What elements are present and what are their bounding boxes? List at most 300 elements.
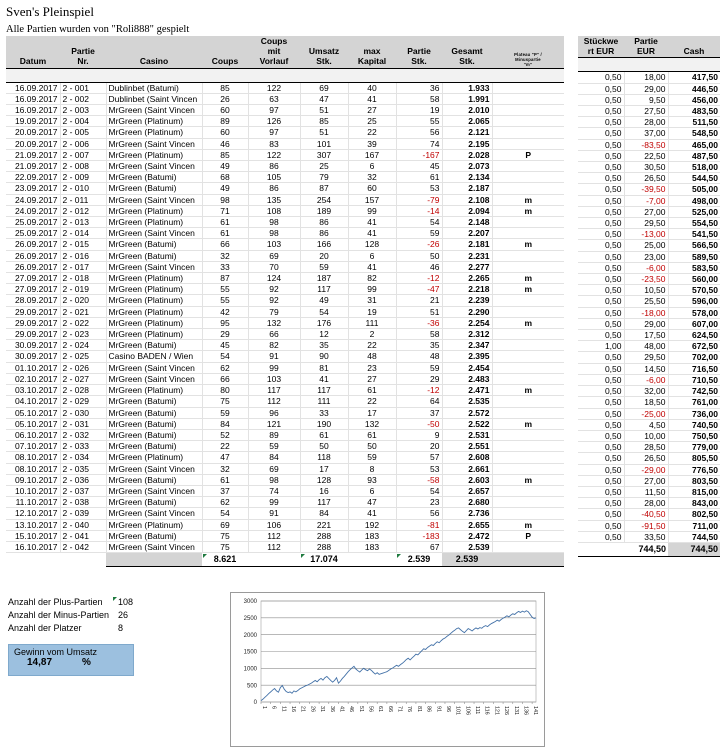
table-row-eur[interactable] (578, 173, 720, 184)
cell-partie-nr: 2 - 023 (60, 329, 106, 340)
cell-flag (492, 172, 564, 183)
cell-datum: 22.09.2017 (6, 172, 60, 183)
cell-partie-nr: 2 - 011 (60, 194, 106, 205)
cell-umsatz: 87 (300, 183, 348, 194)
table-row[interactable] (6, 127, 564, 138)
svg-text:116: 116 (483, 706, 490, 715)
table-row[interactable] (6, 485, 564, 496)
cell-casino: MrGreen (Saint Vincen (106, 362, 202, 373)
cell-datum: 16.09.2017 (6, 82, 60, 93)
cell-umsatz: 33 (300, 407, 348, 418)
cell-stueck: 0,50 (578, 251, 624, 262)
cell-flag (492, 306, 564, 317)
cell-partie-nr: 2 - 029 (60, 396, 106, 407)
table-row[interactable] (6, 239, 564, 250)
cell-partie-nr: 2 - 030 (60, 407, 106, 418)
carry-cash (668, 58, 720, 72)
table-row-eur[interactable] (578, 94, 720, 105)
cell-datum: 16.09.2017 (6, 93, 60, 104)
table-row[interactable] (6, 138, 564, 149)
cell-partie-stk: 58 (396, 329, 442, 340)
cell-vorlauf: 83 (248, 138, 300, 149)
cell-partie-nr: 2 - 010 (60, 183, 106, 194)
table-row[interactable] (6, 217, 564, 228)
cell-datum: 30.09.2017 (6, 340, 60, 351)
table-row-eur[interactable] (578, 296, 720, 307)
cell-coups: 49 (202, 183, 248, 194)
table-row[interactable] (6, 317, 564, 328)
cell-partie-eur: 27,50 (624, 106, 668, 117)
cell-casino: Dublinbet (Saint Vincen (106, 93, 202, 104)
cell-partie-eur: -6,00 (624, 262, 668, 273)
cell-coups: 69 (202, 519, 248, 530)
cell-gesamt-stk: 2.290 (442, 306, 492, 317)
cell-umsatz: 20 (300, 250, 348, 261)
table-row[interactable] (6, 205, 564, 216)
cell-partie-eur: 22,50 (624, 150, 668, 161)
cell-partie-nr: 2 - 001 (60, 82, 106, 93)
svg-text:91: 91 (435, 706, 442, 712)
table-row-eur[interactable] (578, 117, 720, 128)
cell-casino: MrGreen (Batumi) (106, 474, 202, 485)
cell-partie-stk: -12 (396, 273, 442, 284)
table-row-eur[interactable] (578, 195, 720, 206)
col-umsatz (300, 36, 348, 68)
cell-coups: 33 (202, 261, 248, 272)
cell-kapital: 167 (348, 149, 396, 160)
table-row-eur[interactable] (578, 128, 720, 139)
cell-umsatz: 254 (300, 194, 348, 205)
cell-stueck: 0,50 (578, 274, 624, 285)
cell-stueck: 0,50 (578, 464, 624, 475)
summary-plus-row (8, 596, 158, 609)
cell-stueck: 0,50 (578, 307, 624, 318)
totals-gesamt-stk: 2.539 (442, 553, 492, 567)
cell-stueck: 0,50 (578, 531, 624, 542)
table-row[interactable] (6, 82, 564, 93)
table-row-eur[interactable] (578, 341, 720, 352)
cell-cash: 843,00 (668, 498, 720, 509)
cell-umsatz: 189 (300, 205, 348, 216)
cell-stueck: 0,50 (578, 397, 624, 408)
cell-umsatz: 54 (300, 306, 348, 317)
table-row-eur[interactable] (578, 363, 720, 374)
table-row[interactable] (6, 295, 564, 306)
cell-partie-stk: 58 (396, 93, 442, 104)
cell-umsatz: 117 (300, 497, 348, 508)
cell-partie-nr: 2 - 038 (60, 497, 106, 508)
cell-partie-eur: 29,00 (624, 83, 668, 94)
cell-coups: 32 (202, 250, 248, 261)
cell-partie-stk: 20 (396, 441, 442, 452)
table-row-eur[interactable] (578, 262, 720, 273)
col-max-kapital (348, 36, 396, 68)
cell-partie-nr: 2 - 042 (60, 541, 106, 552)
cell-datum: 29.09.2017 (6, 329, 60, 340)
cell-partie-eur: 10,50 (624, 285, 668, 296)
cell-flag: m (492, 194, 564, 205)
table-row-eur[interactable] (578, 330, 720, 341)
cell-cash: 802,50 (668, 509, 720, 520)
cell-cash: 578,00 (668, 307, 720, 318)
cell-umsatz: 50 (300, 441, 348, 452)
table-row[interactable] (6, 351, 564, 362)
col-plateau-flag-l2: Minuspartie (515, 56, 541, 62)
table-row[interactable] (6, 340, 564, 351)
cell-coups: 75 (202, 530, 248, 541)
cell-kapital: 22 (348, 340, 396, 351)
table-row-eur[interactable] (578, 374, 720, 385)
cell-vorlauf: 98 (248, 228, 300, 239)
table-row[interactable] (6, 161, 564, 172)
cell-casino: MrGreen (Saint Vincen (106, 373, 202, 384)
table-row[interactable] (6, 530, 564, 541)
cell-partie-stk: 64 (396, 396, 442, 407)
cell-umsatz: 86 (300, 217, 348, 228)
table-row-eur[interactable] (578, 531, 720, 542)
svg-text:51: 51 (357, 706, 364, 712)
carry-over-row-eur (578, 58, 720, 72)
table-row[interactable] (6, 362, 564, 373)
cell-stueck: 0,50 (578, 206, 624, 217)
cell-coups: 52 (202, 429, 248, 440)
cell-kapital: 2 (348, 329, 396, 340)
cell-stueck: 0,50 (578, 72, 624, 83)
cell-cash: 589,50 (668, 251, 720, 262)
svg-text:1500: 1500 (243, 649, 257, 656)
cell-umsatz: 166 (300, 239, 348, 250)
table-row-eur[interactable] (578, 486, 720, 497)
cell-casino: MrGreen (Batumi) (106, 239, 202, 250)
cell-partie-eur: 32,00 (624, 386, 668, 397)
table-row-eur[interactable] (578, 464, 720, 475)
svg-text:141: 141 (532, 706, 539, 715)
cell-casino: MrGreen (Batumi) (106, 441, 202, 452)
table-row-eur[interactable] (578, 83, 720, 94)
table-row[interactable] (6, 105, 564, 116)
table-row[interactable] (6, 452, 564, 463)
cell-coups: 49 (202, 161, 248, 172)
table-row-eur[interactable] (578, 251, 720, 262)
table-row[interactable] (6, 93, 564, 104)
cell-flag (492, 138, 564, 149)
table-row-eur[interactable] (578, 430, 720, 441)
cell-cash: 711,00 (668, 520, 720, 531)
cell-stueck: 0,50 (578, 352, 624, 363)
table-row-eur[interactable] (578, 318, 720, 329)
cell-partie-nr: 2 - 019 (60, 284, 106, 295)
cell-partie-nr: 2 - 009 (60, 172, 106, 183)
cell-flag (492, 250, 564, 261)
cell-vorlauf: 121 (248, 418, 300, 429)
table-row[interactable] (6, 261, 564, 272)
table-row[interactable] (6, 418, 564, 429)
col-gesamt-stk (442, 36, 492, 68)
cell-cash: 483,50 (668, 106, 720, 117)
table-row-eur[interactable] (578, 397, 720, 408)
carry-partie-stk (396, 68, 442, 82)
table-row-eur[interactable] (578, 240, 720, 251)
cell-umsatz: 69 (300, 82, 348, 93)
cell-kapital: 27 (348, 373, 396, 384)
cell-flag: m (492, 317, 564, 328)
cell-stueck: 0,50 (578, 173, 624, 184)
svg-text:1: 1 (261, 706, 267, 709)
cell-partie-stk: 46 (396, 261, 442, 272)
cell-cash: 761,00 (668, 397, 720, 408)
cell-vorlauf: 108 (248, 205, 300, 216)
col-partie-nr (60, 36, 106, 68)
table-row-eur[interactable] (578, 184, 720, 195)
cell-partie-stk: -26 (396, 239, 442, 250)
cell-casino: MrGreen (Platinum) (106, 306, 202, 317)
table-row-eur[interactable] (578, 72, 720, 83)
table-row-eur[interactable] (578, 307, 720, 318)
cell-casino: MrGreen (Platinum) (106, 273, 202, 284)
cell-casino: MrGreen (Batumi) (106, 396, 202, 407)
cell-cash: 505,00 (668, 184, 720, 195)
cell-stueck: 0,50 (578, 296, 624, 307)
cell-flag: m (492, 418, 564, 429)
cell-casino: MrGreen (Platinum) (106, 519, 202, 530)
table-row-eur[interactable] (578, 106, 720, 117)
table-row[interactable] (6, 284, 564, 295)
cell-gesamt-stk: 2.472 (442, 530, 492, 541)
table-row-eur[interactable] (578, 285, 720, 296)
table-row-eur[interactable] (578, 162, 720, 173)
cell-casino: MrGreen (Saint Vincen (106, 508, 202, 519)
cell-coups: 59 (202, 407, 248, 418)
table-row-eur[interactable] (578, 229, 720, 240)
cell-stueck: 0,50 (578, 475, 624, 486)
cell-stueck: 0,50 (578, 139, 624, 150)
table-row-eur[interactable] (578, 139, 720, 150)
cell-kapital: 6 (348, 250, 396, 261)
cell-datum: 21.09.2017 (6, 149, 60, 160)
table-row[interactable] (6, 373, 564, 384)
cell-gesamt-stk: 2.608 (442, 452, 492, 463)
cell-partie-stk: 23 (396, 497, 442, 508)
cell-stueck: 0,50 (578, 430, 624, 441)
summary-plus-value: 108 (118, 596, 158, 609)
table-row-eur[interactable] (578, 206, 720, 217)
table-row-eur[interactable] (578, 509, 720, 520)
cell-casino: MrGreen (Saint Vincen (106, 194, 202, 205)
cell-datum: 27.09.2017 (6, 284, 60, 295)
cell-coups: 60 (202, 105, 248, 116)
cell-vorlauf: 79 (248, 306, 300, 317)
cell-partie-eur: 23,00 (624, 251, 668, 262)
cell-stueck: 0,50 (578, 386, 624, 397)
summary-block (8, 596, 158, 635)
table-row-eur[interactable] (578, 218, 720, 229)
cell-casino: MrGreen (Platinum) (106, 284, 202, 295)
table-row-eur[interactable] (578, 274, 720, 285)
cell-umsatz: 85 (300, 116, 348, 127)
table-row[interactable] (6, 228, 564, 239)
table-row[interactable] (6, 116, 564, 127)
cell-gesamt-stk: 2.531 (442, 429, 492, 440)
cell-datum: 10.10.2017 (6, 485, 60, 496)
table-row[interactable] (6, 508, 564, 519)
table-row[interactable] (6, 172, 564, 183)
carry-vorlauf (248, 68, 300, 82)
cell-partie-stk: -167 (396, 149, 442, 160)
totals-blank-6 (492, 553, 564, 567)
table-row[interactable] (6, 541, 564, 552)
svg-text:2500: 2500 (243, 616, 257, 623)
svg-text:66: 66 (386, 706, 393, 712)
cell-vorlauf: 84 (248, 452, 300, 463)
cell-stueck: 0,50 (578, 374, 624, 385)
totals-partie-eur: 744,50 (624, 542, 668, 556)
table-row-eur[interactable] (578, 442, 720, 453)
cell-coups: 60 (202, 127, 248, 138)
cell-stueck: 0,50 (578, 195, 624, 206)
table-row[interactable] (6, 396, 564, 407)
table-row-eur[interactable] (578, 498, 720, 509)
cell-kapital: 25 (348, 116, 396, 127)
cell-gesamt-stk: 2.121 (442, 127, 492, 138)
table-row-eur[interactable] (578, 352, 720, 363)
table-row[interactable] (6, 497, 564, 508)
table-row[interactable] (6, 306, 564, 317)
cell-datum: 11.10.2017 (6, 497, 60, 508)
cell-partie-stk: 57 (396, 452, 442, 463)
svg-text:71: 71 (396, 706, 403, 712)
cell-coups: 89 (202, 116, 248, 127)
cell-partie-nr: 2 - 033 (60, 441, 106, 452)
cell-cash: 742,50 (668, 386, 720, 397)
cell-vorlauf: 66 (248, 329, 300, 340)
cell-flag: m (492, 474, 564, 485)
cell-umsatz: 86 (300, 228, 348, 239)
cell-coups: 71 (202, 205, 248, 216)
table-row-eur[interactable] (578, 150, 720, 161)
cell-partie-nr: 2 - 008 (60, 161, 106, 172)
cell-datum: 19.09.2017 (6, 116, 60, 127)
cell-datum: 20.09.2017 (6, 127, 60, 138)
cell-casino: MrGreen (Batumi) (106, 250, 202, 261)
cell-kapital: 48 (348, 351, 396, 362)
cell-partie-nr: 2 - 022 (60, 317, 106, 328)
totals-blank-4 (248, 553, 300, 567)
col-partie-stk-l2: Stk. (411, 56, 427, 67)
table-row[interactable] (6, 407, 564, 418)
cell-cash: 417,50 (668, 72, 720, 83)
cell-stueck: 0,50 (578, 150, 624, 161)
cell-partie-eur: 29,50 (624, 218, 668, 229)
table-row[interactable] (6, 385, 564, 396)
cell-kapital: 82 (348, 273, 396, 284)
table-row[interactable] (6, 273, 564, 284)
cell-stueck: 0,50 (578, 330, 624, 341)
cell-kapital: 99 (348, 205, 396, 216)
cell-vorlauf: 92 (248, 284, 300, 295)
cell-gesamt-stk: 2.134 (442, 172, 492, 183)
cell-cash: 465,00 (668, 139, 720, 150)
col-coups-vorlauf (248, 36, 300, 68)
cell-flag (492, 485, 564, 496)
cell-coups: 54 (202, 508, 248, 519)
page-subtitle: Alle Partien wurden von "Roli888" gespielt (6, 24, 190, 35)
cell-partie-eur: 48,00 (624, 341, 668, 352)
cell-datum: 08.10.2017 (6, 452, 60, 463)
table-row[interactable] (6, 474, 564, 485)
cell-partie-stk: -36 (396, 317, 442, 328)
cell-stueck: 0,50 (578, 162, 624, 173)
cell-coups: 85 (202, 149, 248, 160)
table-row-eur[interactable] (578, 386, 720, 397)
table-row[interactable] (6, 183, 564, 194)
col-coups-vorlauf-l2: mit (267, 46, 281, 57)
cell-partie-nr: 2 - 015 (60, 239, 106, 250)
table-row[interactable] (6, 463, 564, 474)
cell-cash: 607,00 (668, 318, 720, 329)
cell-casino: MrGreen (Saint Vincen (106, 485, 202, 496)
svg-text:6: 6 (270, 706, 277, 709)
eur-table (578, 36, 720, 557)
table-row[interactable] (6, 441, 564, 452)
svg-text:81: 81 (415, 706, 422, 712)
col-cash: Cash (668, 36, 720, 58)
cell-partie-stk: 74 (396, 138, 442, 149)
cell-partie-stk: -81 (396, 519, 442, 530)
cell-vorlauf: 91 (248, 508, 300, 519)
svg-text:36: 36 (328, 706, 335, 712)
cell-partie-stk: 67 (396, 541, 442, 552)
cell-partie-eur: -23,50 (624, 274, 668, 285)
table-row[interactable] (6, 149, 564, 160)
cell-coups: 32 (202, 463, 248, 474)
table-row[interactable] (6, 429, 564, 440)
table-row-eur[interactable] (578, 475, 720, 486)
cell-datum: 28.09.2017 (6, 295, 60, 306)
cell-partie-stk: -58 (396, 474, 442, 485)
cell-kapital: 61 (348, 385, 396, 396)
cell-casino: MrGreen (Platinum) (106, 127, 202, 138)
table-row-eur[interactable] (578, 520, 720, 531)
cell-stueck: 0,50 (578, 408, 624, 419)
cell-datum: 25.09.2017 (6, 217, 60, 228)
cell-gesamt-stk: 2.661 (442, 463, 492, 474)
table-row[interactable] (6, 329, 564, 340)
table-row-eur[interactable] (578, 408, 720, 419)
cell-datum: 24.09.2017 (6, 205, 60, 216)
cell-cash: 541,50 (668, 229, 720, 240)
table-row-eur[interactable] (578, 453, 720, 464)
cell-kapital: 23 (348, 362, 396, 373)
table-row[interactable] (6, 519, 564, 530)
cell-flag: m (492, 205, 564, 216)
cell-casino: MrGreen (Saint Vincen (106, 541, 202, 552)
cell-flag (492, 362, 564, 373)
totals-blank-3 (106, 553, 202, 567)
table-row-eur[interactable] (578, 419, 720, 430)
table-row[interactable] (6, 194, 564, 205)
cell-cash: 525,00 (668, 206, 720, 217)
cell-flag (492, 161, 564, 172)
svg-text:21: 21 (299, 706, 306, 712)
cell-kapital: 27 (348, 105, 396, 116)
cell-gesamt-stk: 2.312 (442, 329, 492, 340)
cell-cash: 750,50 (668, 430, 720, 441)
table-row[interactable] (6, 250, 564, 261)
cell-stueck: 0,50 (578, 285, 624, 296)
cell-kapital: 41 (348, 228, 396, 239)
col-partie-eur (624, 36, 668, 58)
svg-text:96: 96 (444, 706, 451, 712)
